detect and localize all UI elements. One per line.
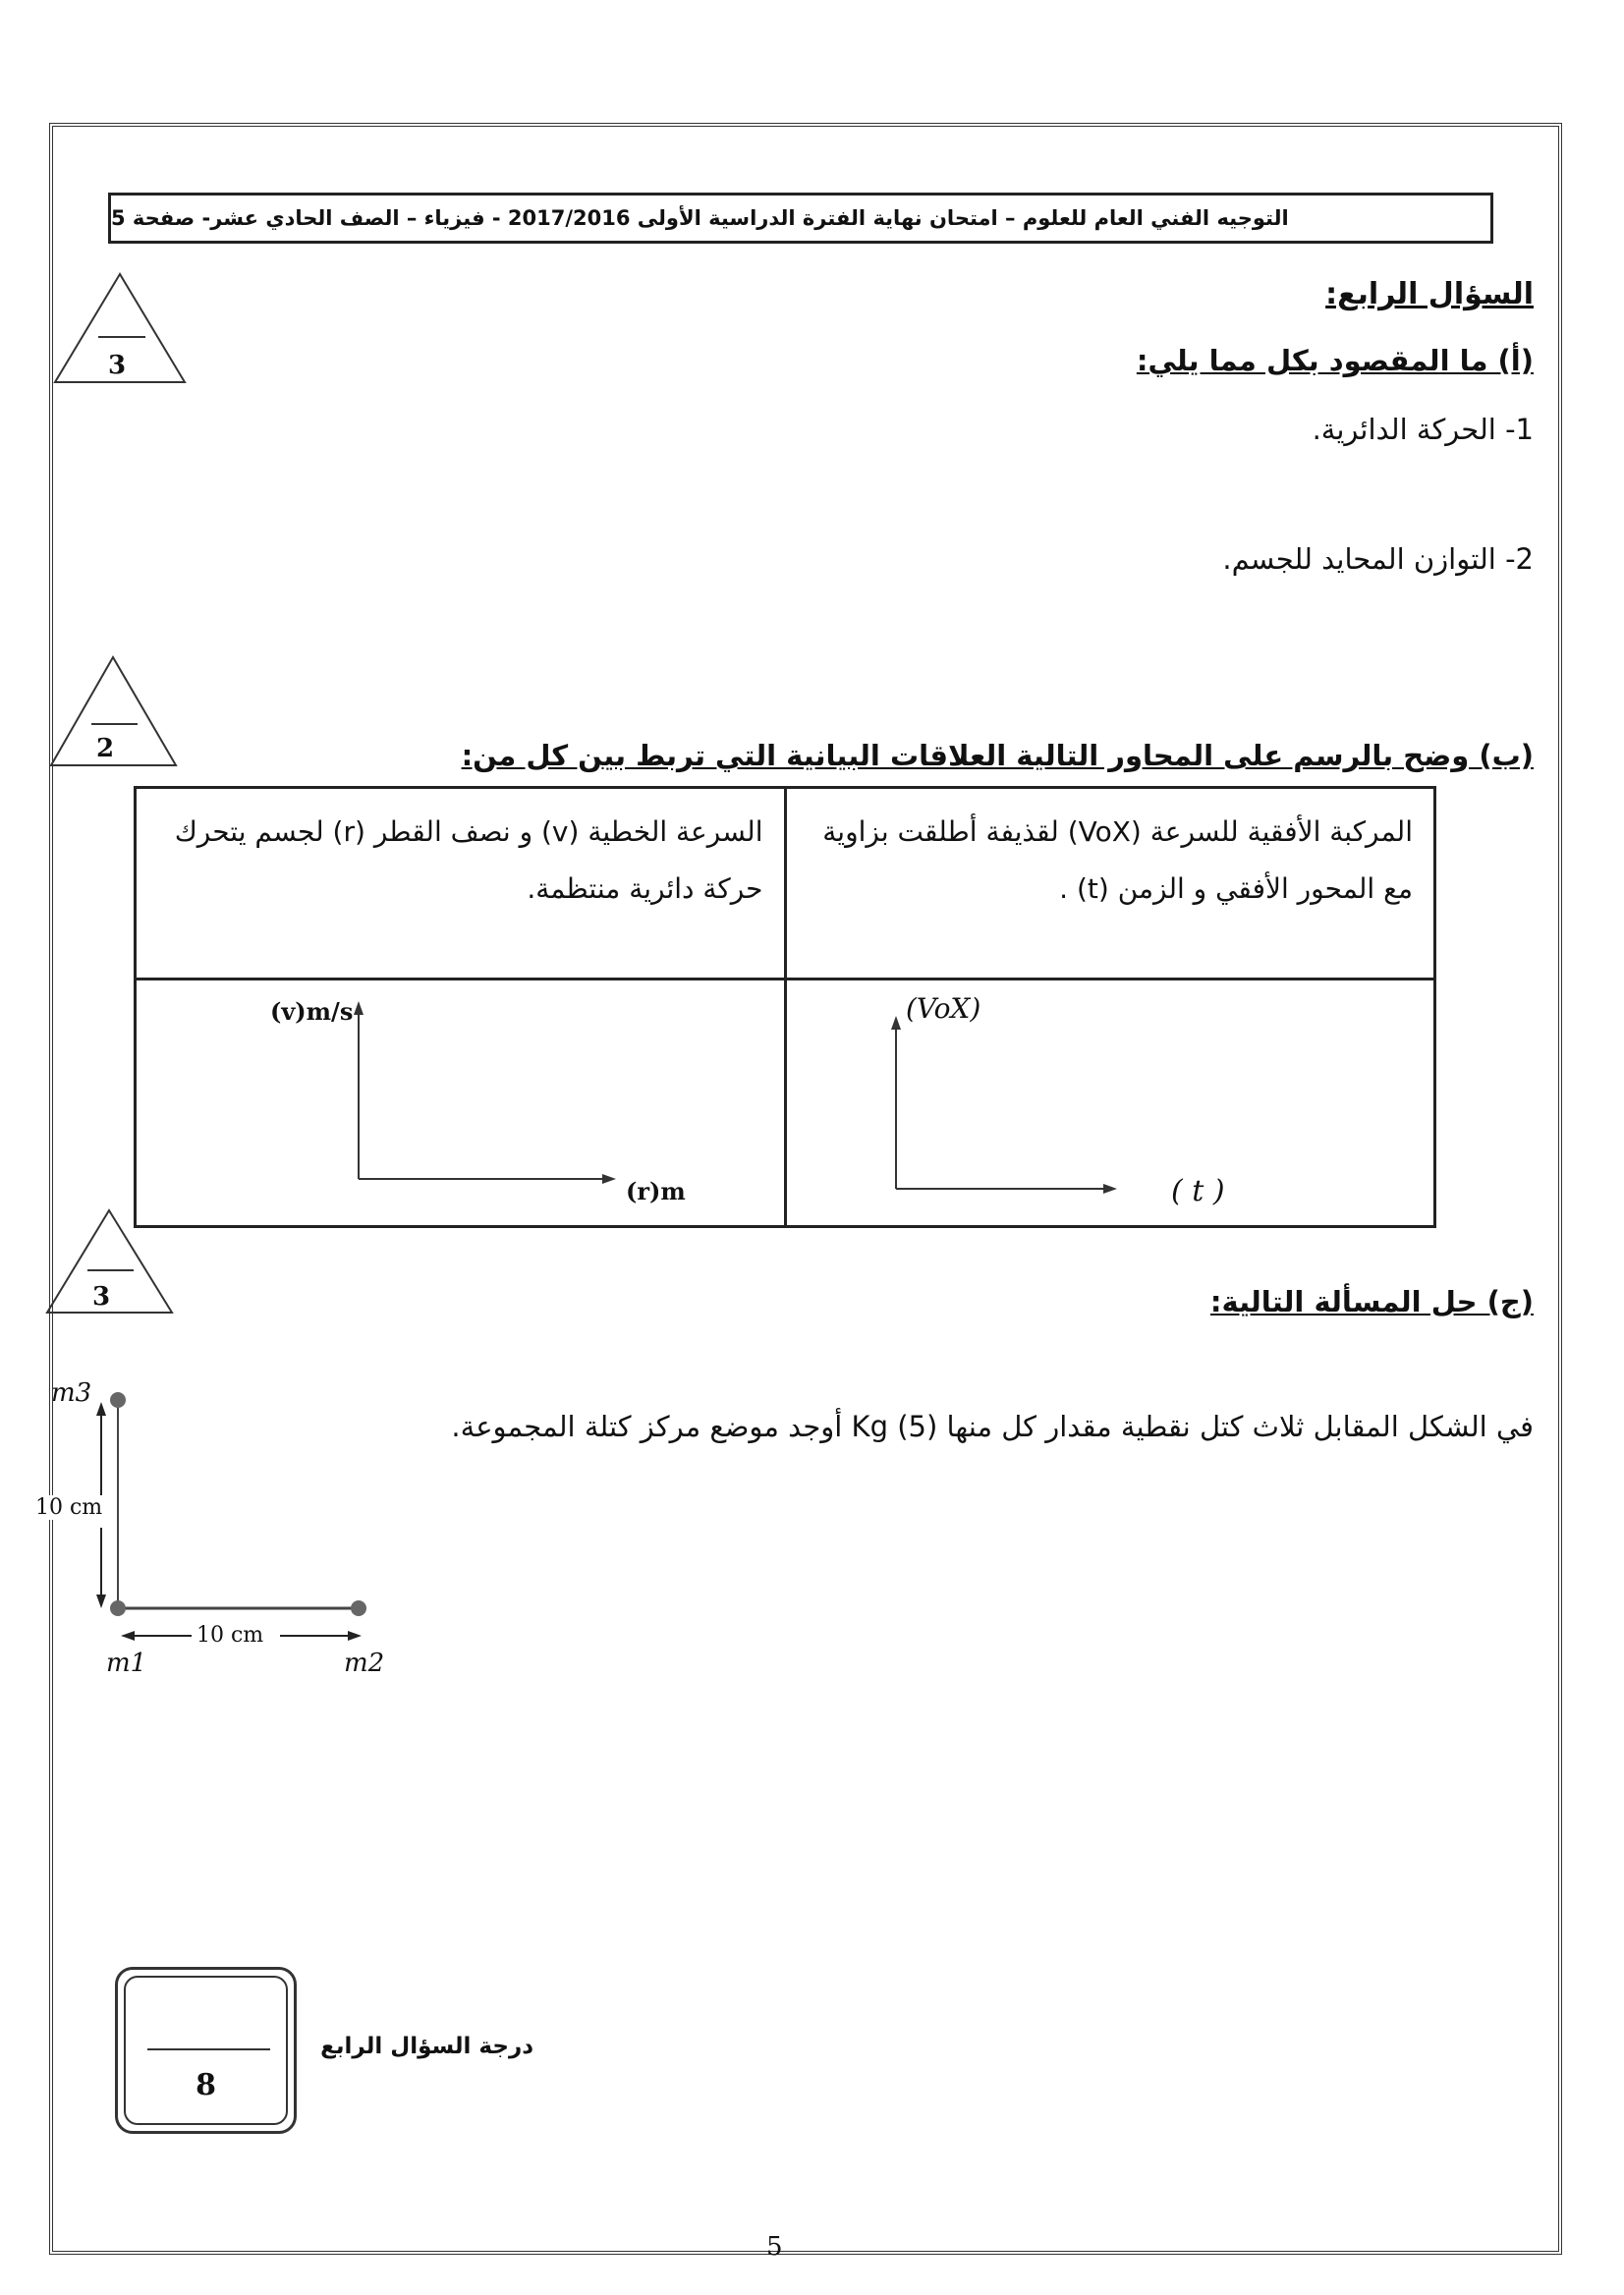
part-c-text: في الشكل المقابل ثلاث كتل نقطية مقدار كل منها Kg (5) أوجد موضع مركز كتلة المجموعة. xyxy=(451,1410,1534,1443)
part-a-item-1: 1- الحركة الدائرية. xyxy=(1312,413,1534,446)
header-text: التوجيه الفني العام للعلوم – امتحان نهاية الفترة الدراسية الأولى 2017/2016 - فيزياء – الصف الحادي عشر- صفحة 5 xyxy=(111,206,1289,230)
total-score: 8 xyxy=(196,2068,216,2102)
part-a-item-2: 2- التوازن المحايد للجسم. xyxy=(1222,542,1534,576)
left-graph-y-label: (v)m/s xyxy=(270,997,354,1026)
question-title: السؤال الرابع: xyxy=(1325,277,1534,311)
left-graph-axes xyxy=(324,997,629,1194)
right-graph-axes xyxy=(884,1012,1130,1194)
mass-m1 xyxy=(110,1600,126,1616)
left-graph-x-label: (r)m xyxy=(626,1177,686,1205)
label-m1: m1 xyxy=(106,1649,147,1678)
label-m3: m3 xyxy=(51,1378,92,1408)
cell-right-text xyxy=(785,788,1435,980)
page-header xyxy=(108,193,1493,244)
right-cell-description: المركبة الأفقية للسرعة (VoX) لقذيفة أطلقت بزاوية مع المحور الأفقي و الزمن (t) . xyxy=(822,815,1413,905)
right-graph-y-label: (VoX) xyxy=(906,992,981,1025)
score-a: 3 xyxy=(108,351,127,380)
right-graph-x-label: ( t ) xyxy=(1171,1174,1225,1208)
page-number: 5 xyxy=(766,2232,783,2262)
label-horizontal-distance: 10 cm xyxy=(196,1623,264,1648)
score-b: 2 xyxy=(96,734,115,763)
score-c: 3 xyxy=(92,1282,111,1312)
left-cell-description: السرعة الخطية (v) و نصف القطر (r) لجسم يتحرك حركة دائرية منتظمة. xyxy=(174,815,763,905)
label-vertical-distance: 10 cm xyxy=(35,1495,103,1520)
part-c-prompt: (ج) حل المسألة التالية: xyxy=(1209,1285,1534,1318)
part-a-prompt: (أ) ما المقصود بكل مما يلي: xyxy=(1136,344,1534,377)
cell-left-text xyxy=(136,788,786,980)
total-score-label: درجة السؤال الرابع xyxy=(320,2034,533,2059)
mass-m3 xyxy=(110,1392,126,1408)
mass-m2 xyxy=(351,1600,366,1616)
part-b-prompt: (ب) وضح بالرسم على المحاور التالية العلاقات البيانية التي تربط بين كل من: xyxy=(461,739,1534,772)
total-score-box xyxy=(115,1967,297,2134)
label-m2: m2 xyxy=(344,1649,385,1678)
